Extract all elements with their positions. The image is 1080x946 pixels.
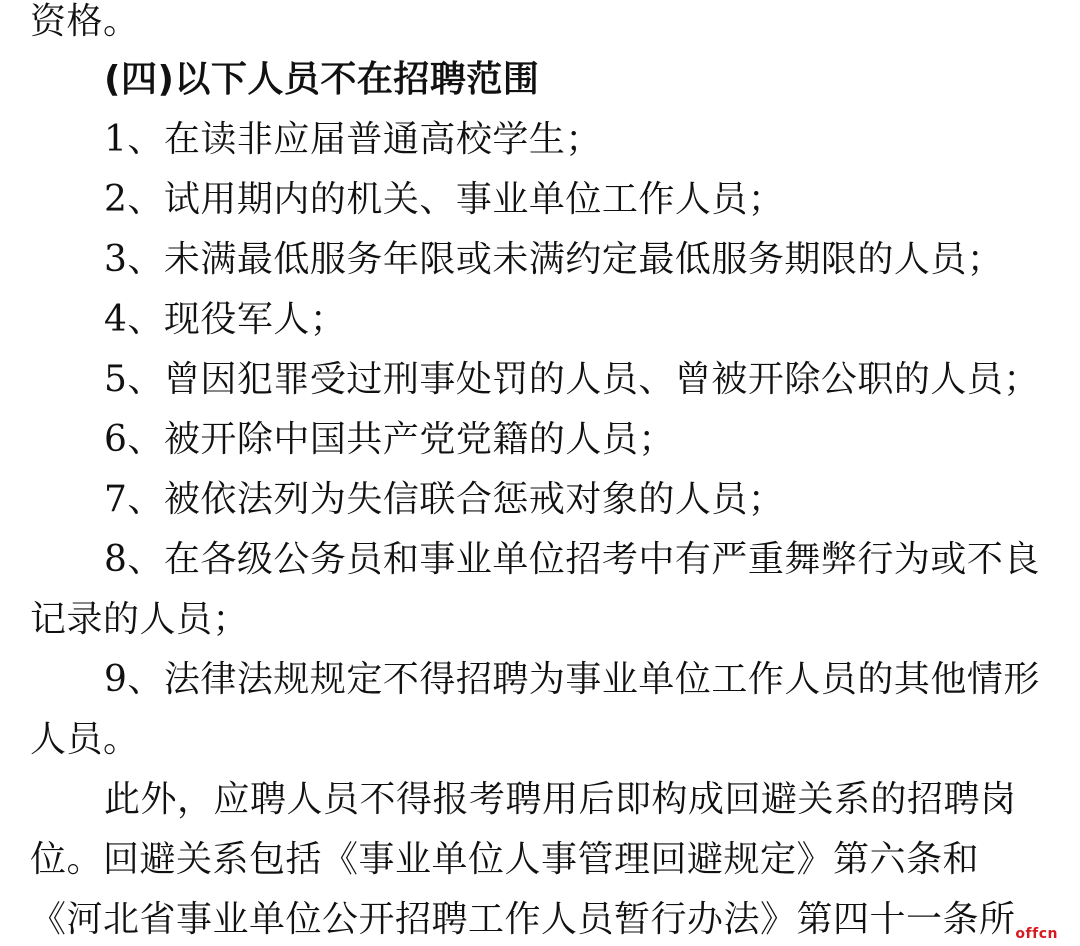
paragraph-line: 《河北省事业单位公开招聘工作人员暂行办法》第四十一条所 — [30, 899, 1016, 940]
list-item: 9、法律法规规定不得招聘为事业单位工作人员的其他情形 — [104, 659, 1040, 700]
paragraph-line: 位。回避关系包括《事业单位人事管理回避规定》第六条和 — [30, 839, 980, 880]
list-item: 2、试用期内的机关、事业单位工作人员； — [104, 179, 785, 220]
section-heading: (四)以下人员不在招聘范围 — [104, 59, 540, 100]
text-line: 资格。 — [30, 1, 140, 42]
list-item: 5、曾因犯罪受过刑事处罚的人员、曾被开除公职的人员； — [104, 359, 1040, 400]
paragraph-line: 此外，应聘人员不得报考聘用后即构成回避关系的招聘岗 — [104, 779, 1017, 820]
list-item: 7、被依法列为失信联合惩戒对象的人员； — [104, 479, 785, 520]
offcn-watermark: offcn — [1015, 926, 1058, 942]
list-item-continuation: 人员。 — [30, 719, 140, 760]
list-item: 1、在读非应届普通高校学生； — [104, 119, 602, 160]
list-item-continuation: 记录的人员； — [30, 599, 250, 640]
list-item: 8、在各级公务员和事业单位招考中有严重舞弊行为或不良 — [104, 539, 1040, 580]
list-item: 6、被开除中国共产党党籍的人员； — [104, 419, 675, 460]
list-item: 4、现役军人； — [104, 299, 347, 340]
list-item: 3、未满最低服务年限或未满约定最低服务期限的人员； — [104, 239, 1004, 280]
